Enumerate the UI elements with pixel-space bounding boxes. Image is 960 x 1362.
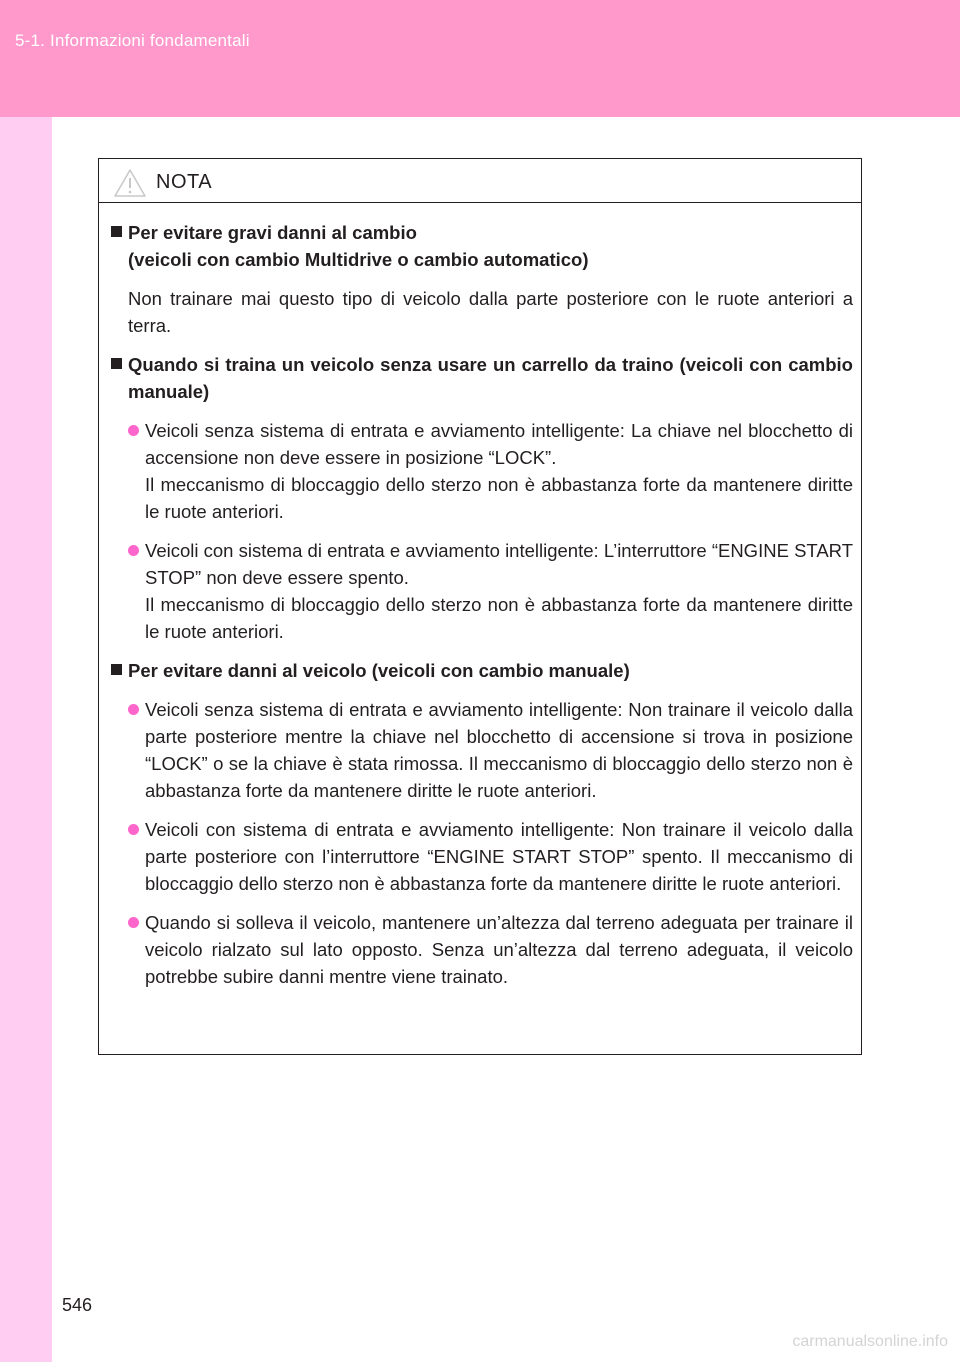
bullet-dot-icon xyxy=(128,824,139,835)
note-body xyxy=(99,203,861,990)
section-heading: Per evitare danni al veicolo (veicoli con cambio manuale) xyxy=(107,657,853,684)
list-item xyxy=(107,816,853,897)
list-item-text: Quando si solleva il veicolo, mantenere un’altezza dal terreno adeguata per trainare il veicolo rialzato sul lato opposto. Senza un’altezza dal terreno adeguata, il veicolo potrebbe subire danni mentre viene trainato. xyxy=(145,912,853,987)
section-heading-line: (veicoli con cambio Multidrive o cambio automatico) xyxy=(128,249,589,270)
note-title: NOTA xyxy=(156,171,213,193)
bullet-dot-icon xyxy=(128,425,139,436)
warning-icon xyxy=(113,168,147,198)
list-item-text: Il meccanismo di bloccaggio dello sterzo non è abbastanza forte da mantenere diritte le ruote anteriori. xyxy=(145,594,853,642)
section-heading xyxy=(107,219,853,273)
list-item-text: Veicoli senza sistema di entrata e avviamento intelligente: La chiave nel blocchetto di accensione non deve essere in posizione “LOCK”. xyxy=(145,420,853,468)
section-text: Non trainare mai questo tipo di veicolo dalla parte posteriore con le ruote anteriori a terra. xyxy=(128,288,853,336)
section-heading-line: Per evitare gravi danni al cambio xyxy=(128,222,417,243)
list-item-text: Veicoli senza sistema di entrata e avviamento intelligente: Non trainare il veicolo dalla parte posteriore mentre la chiave nel blocchetto di accensione si trova in posizione “LOCK” o se la chiave è stata rimossa. Il meccanismo di bloccaggio dello sterzo non è abbastanza forte da mantenere diritte le ruote anteriori. xyxy=(145,699,853,801)
page-number: 546 xyxy=(62,1295,93,1315)
list-item-text: Veicoli con sistema di entrata e avviamento intelligente: Non trainare il veicolo dalla parte posteriore con l’interruttore “ENGINE START STOP” spento. Il meccanismo di bloccaggio dello sterzo non è abbastanza forte da mantenere diritte le ruote anteriori. xyxy=(145,819,853,894)
list-item xyxy=(107,909,853,990)
list-item-text: Il meccanismo di bloccaggio dello sterzo non è abbastanza forte da mantenere diritte le ruote anteriori. xyxy=(145,474,853,522)
bullet-dot-icon xyxy=(128,704,139,715)
section-title: 5-1. Informazioni fondamentali xyxy=(15,31,250,50)
section-heading: Quando si traina un veicolo senza usare un carrello da traino (veicoli con cambio manuale) xyxy=(107,351,853,405)
bullet-dot-icon xyxy=(128,545,139,556)
list-item-text: Veicoli con sistema di entrata e avviamento intelligente: L’interruttore “ENGINE START STOP” non deve essere spento. xyxy=(145,540,853,588)
note-header xyxy=(99,159,861,203)
list-item xyxy=(107,417,853,525)
bullet-dot-icon xyxy=(128,917,139,928)
note-box xyxy=(98,158,862,1055)
list-item xyxy=(107,537,853,645)
side-band xyxy=(0,117,52,1362)
watermark: carmanualsonline.info xyxy=(792,1333,948,1350)
list-item xyxy=(107,696,853,804)
header-band xyxy=(0,0,960,117)
